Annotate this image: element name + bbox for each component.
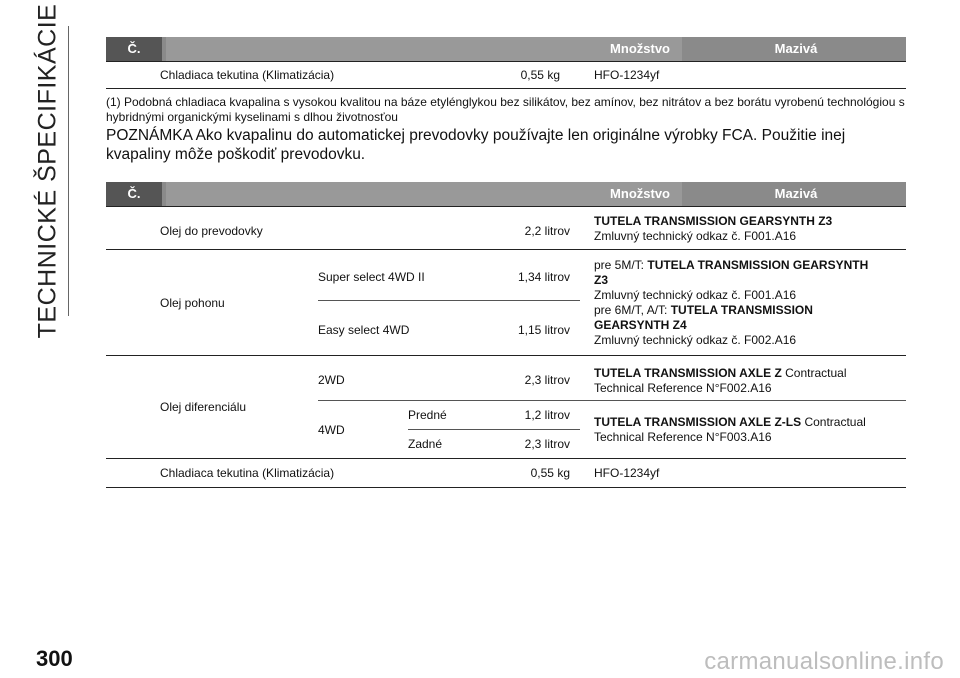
transfer-lubricant-line3: pre 6M/T, A/T: TUTELA TRANSMISSION — [594, 303, 813, 317]
table1-row-name: Chladiaca tekutina (Klimatizácia) — [160, 68, 335, 82]
transfer-lubricant-ref2: Zmluvný technický odkaz č. F002.A16 — [594, 333, 797, 347]
section-side-title-text: TECHNICKÉ ŠPECIFIKÁCIE — [33, 3, 62, 339]
differential-sub1-name: 2WD — [318, 373, 345, 387]
transfer-sub2-quantity: 1,15 litrov — [517, 323, 570, 337]
coolant-lubricant: HFO-1234yf — [594, 466, 660, 480]
differential-sub1-quantity: 2,3 litrov — [524, 373, 570, 387]
differential-name: Olej diferenciálu — [160, 400, 247, 414]
differential-front-quantity: 1,2 litrov — [524, 408, 570, 422]
table2-header-quantity: Množstvo — [166, 182, 682, 206]
table2-header — [106, 182, 906, 206]
gearbox-lubricant-ref: Zmluvný technický odkaz č. F001.A16 — [594, 229, 797, 243]
differential-axle-rule — [408, 429, 580, 430]
differential-front-name: Predné — [408, 408, 447, 422]
differential-bottom-rule — [106, 458, 906, 459]
table1-row-lubricant: HFO-1234yf — [594, 68, 660, 82]
footnote: (1) Podobná chladiaca kvapalina s vysokou kvalitou na báze etylénglykou bez silikátov, bez amínov, bez nitrátov a bez borátu vyrobenú technológiou s hybridnými organickými kyselinami s dlhou životnosťou — [106, 95, 905, 124]
differential-sub2-name: 4WD — [318, 423, 345, 437]
table2-header-rule — [106, 206, 906, 207]
gearbox-name: Olej do prevodovky — [160, 224, 263, 238]
transfer-sub1-name: Super select 4WD II — [318, 270, 425, 284]
page-number: 300 — [36, 646, 73, 671]
table1-row-quantity: 0,55 kg — [520, 68, 560, 82]
table1-header-quantity: Množstvo — [166, 37, 682, 61]
differential-rear-quantity: 2,3 litrov — [524, 437, 570, 451]
transfer-lubricant-line1: pre 5M/T: TUTELA TRANSMISSION GEARSYNTH — [594, 258, 869, 272]
table1-header — [106, 37, 906, 61]
gearbox-lubricant: TUTELA TRANSMISSION GEARSYNTH Z3 — [594, 214, 833, 228]
table1-header-rule — [106, 61, 906, 62]
differential-lubricant2-ref: Technical Reference N°F003.A16 — [594, 430, 772, 444]
table1-bottom-rule — [106, 88, 906, 89]
differential-sub-rule — [318, 400, 906, 401]
transfer-lubricant-line4: GEARSYNTH Z4 — [594, 318, 687, 332]
table1-header-c: Č. — [106, 37, 162, 61]
watermark: carmanualsonline.info — [704, 648, 944, 675]
transfer-sub-rule — [318, 300, 580, 301]
transfer-name: Olej pohonu — [160, 296, 225, 310]
table2-header-lubricant: Mazivá — [686, 182, 906, 206]
differential-lubricant1: TUTELA TRANSMISSION AXLE Z Contractual — [594, 366, 847, 380]
differential-lubricant1-ref: Technical Reference N°F002.A16 — [594, 381, 772, 395]
transfer-sub2-name: Easy select 4WD — [318, 323, 410, 337]
gearbox-bottom-rule — [106, 249, 906, 250]
section-side-title — [28, 3, 69, 339]
transfer-lubricant-ref1: Zmluvný technický odkaz č. F001.A16 — [594, 288, 797, 302]
coolant-name: Chladiaca tekutina (Klimatizácia) — [160, 466, 335, 480]
remark-note: POZNÁMKA Ako kvapalinu do automatickej prevodovky používajte len originálne výrobky FCA. Použitie inej kvapaliny môže poškodiť prevodovku. — [106, 127, 846, 163]
transfer-lubricant-line2: Z3 — [594, 273, 609, 287]
coolant-quantity: 0,55 kg — [530, 466, 570, 480]
table1-header-lubricant: Mazivá — [686, 37, 906, 61]
differential-rear-name: Zadné — [408, 437, 443, 451]
table2-header-c: Č. — [106, 182, 162, 206]
transfer-sub1-quantity: 1,34 litrov — [517, 270, 570, 284]
gearbox-quantity: 2,2 litrov — [524, 224, 570, 238]
table2-bottom-rule — [106, 487, 906, 488]
differential-lubricant2: TUTELA TRANSMISSION AXLE Z-LS Contractual — [594, 415, 866, 429]
transfer-bottom-rule — [106, 355, 906, 356]
